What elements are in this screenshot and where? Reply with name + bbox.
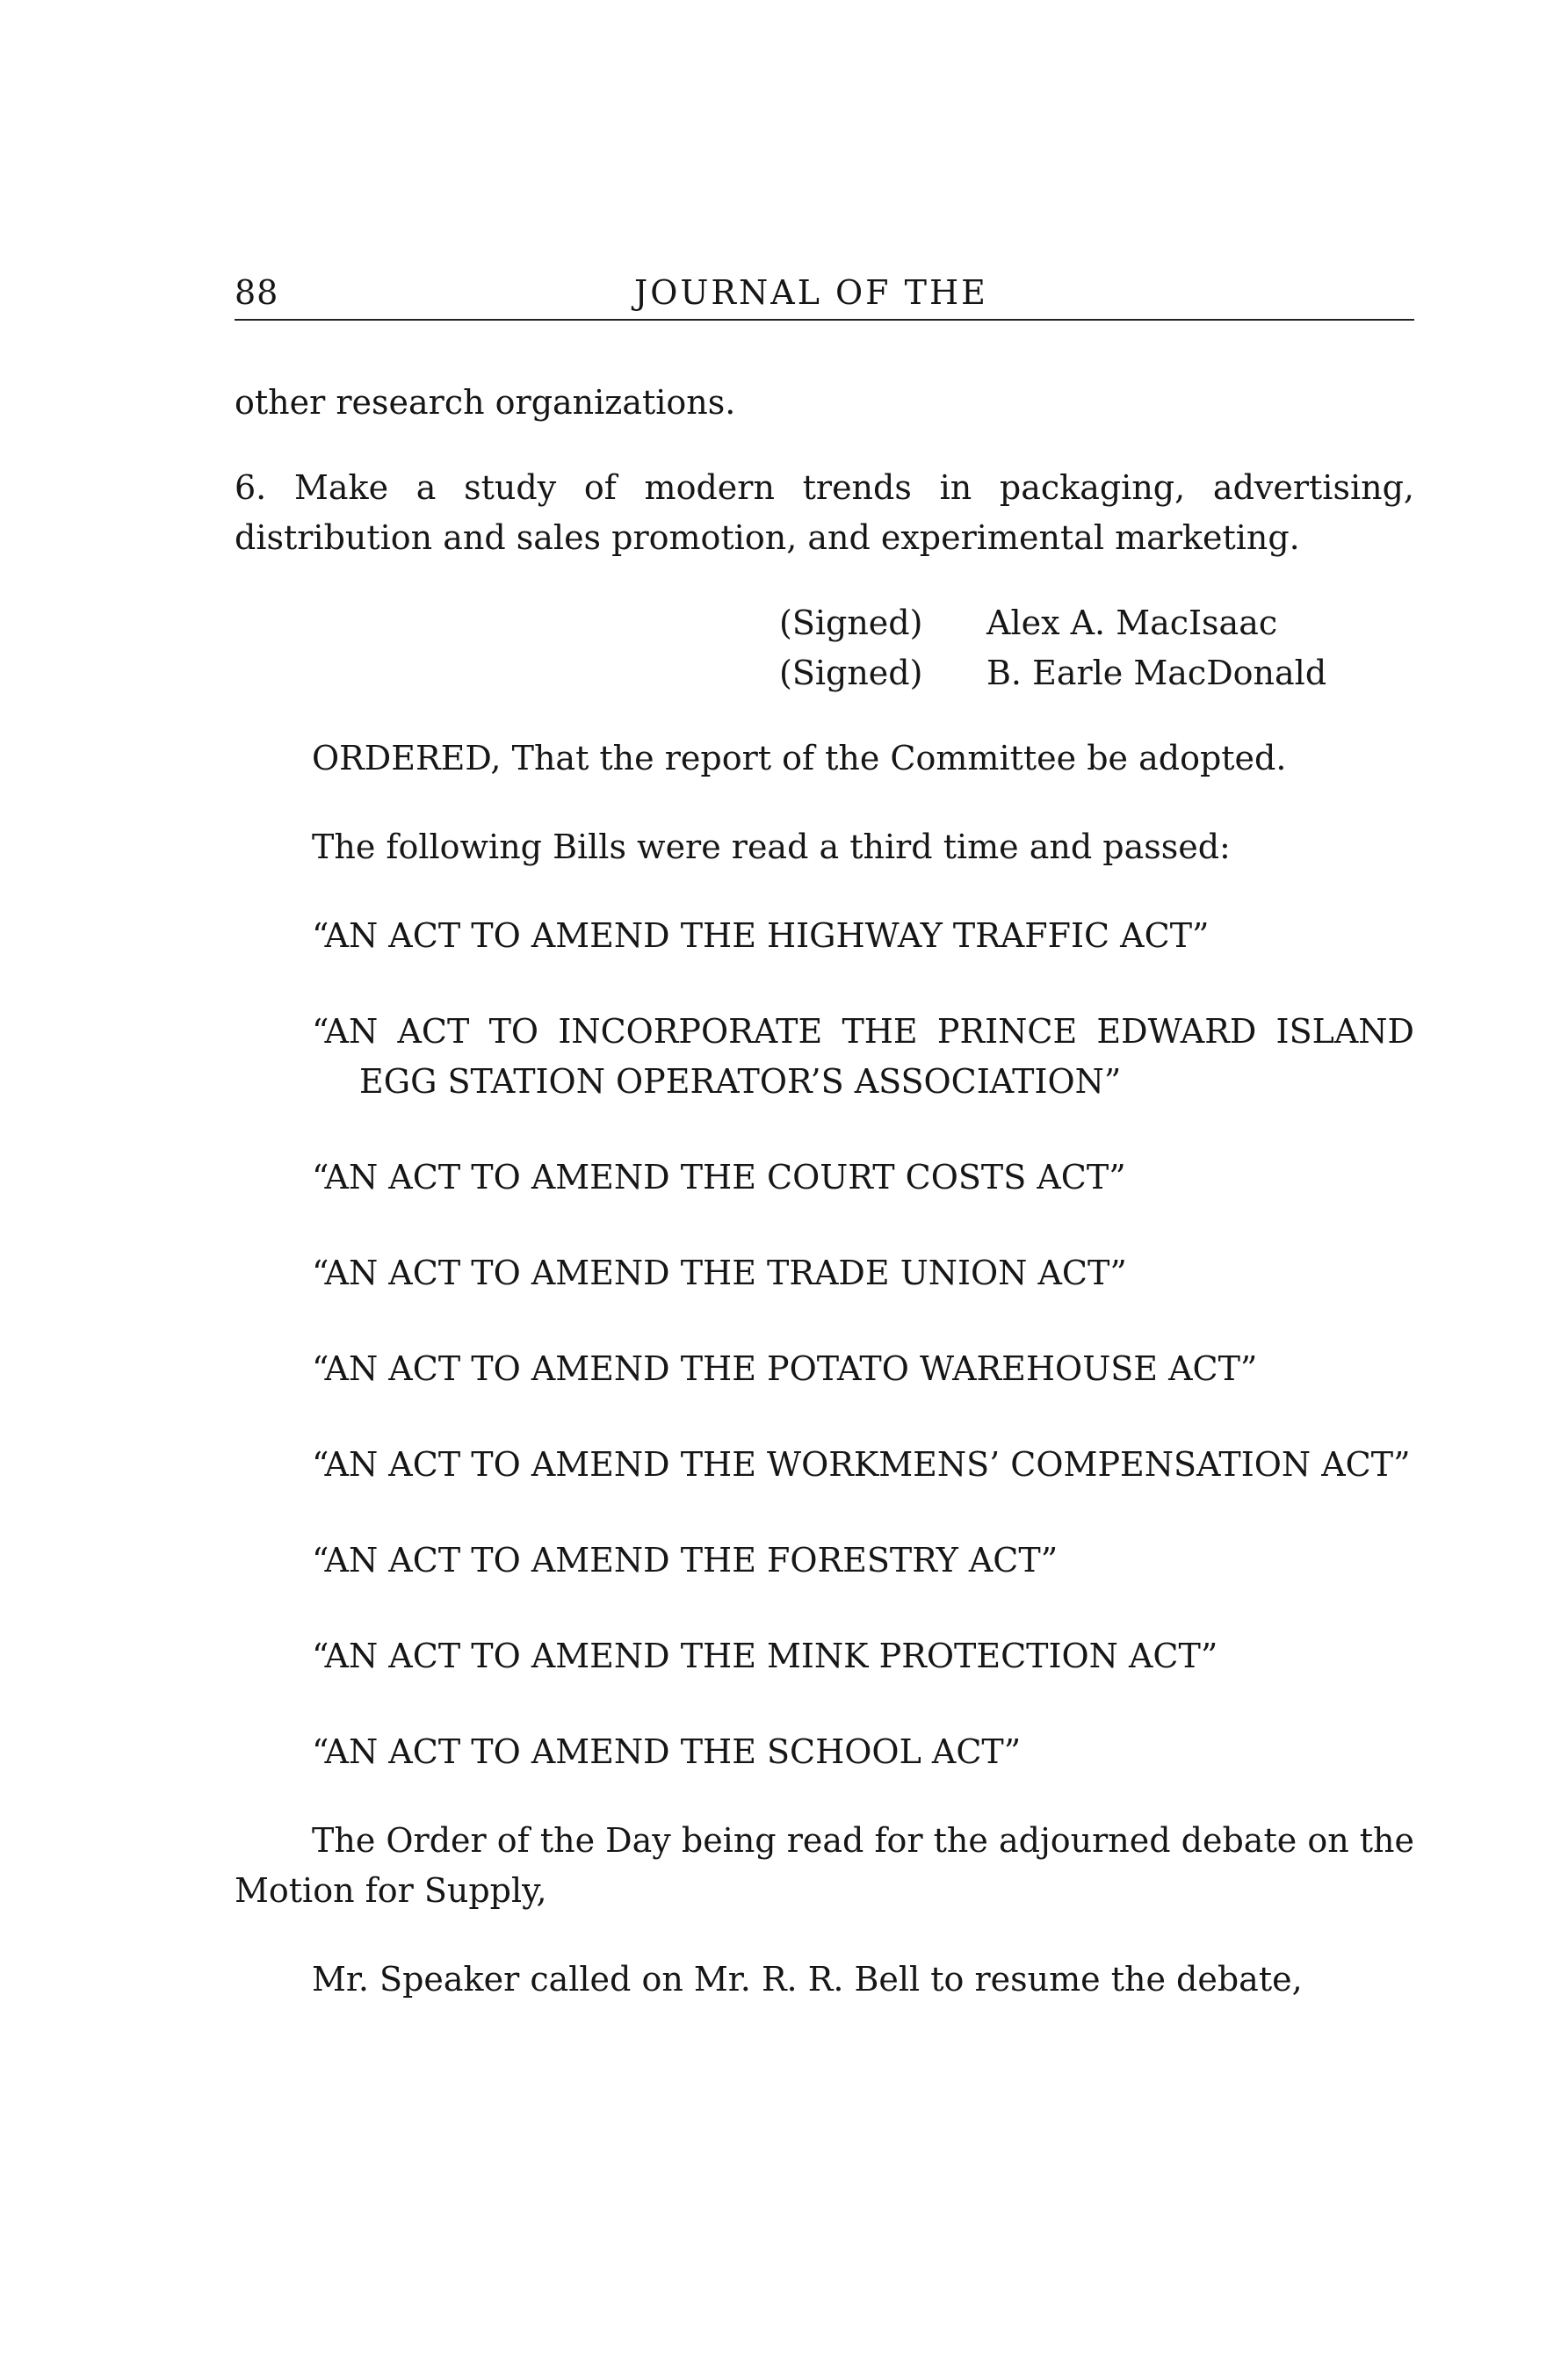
signature-row [235, 598, 1414, 648]
bill-title: “AN ACT TO AMEND THE WORKMENS’ COMPENSATION ACT” [312, 1445, 1411, 1484]
page-number: 88 [235, 273, 279, 312]
page-header [235, 266, 1414, 321]
bill-title: “AN ACT TO AMEND THE TRADE UNION ACT” [312, 1254, 1127, 1292]
signatory-name: Alex A. MacIsaac [986, 604, 1278, 642]
continuation-line: other research organizations. [235, 383, 736, 422]
signatory-name: B. Earle MacDonald [986, 654, 1327, 692]
bill-title: “AN ACT TO AMEND THE COURT COSTS ACT” [312, 1158, 1126, 1196]
bills-intro: The following Bills were read a third time and passed: [312, 828, 1231, 866]
bill-title: “AN ACT TO AMEND THE FORESTRY ACT” [312, 1541, 1059, 1580]
bill-title: “AN ACT TO AMEND THE HIGHWAY TRAFFIC ACT” [312, 916, 1210, 955]
signature-block [235, 598, 1414, 698]
signature-row [235, 648, 1414, 698]
item-6-paragraph: 6. Make a study of modern trends in packaging, advertising, distribution and sales promotion, and experimental marketing. [235, 468, 1414, 557]
order-of-day-paragraph: The Order of the Day being read for the adjourned debate on the Motion for Supply, [235, 1821, 1414, 1910]
bill-title: “AN ACT TO INCORPORATE THE PRINCE EDWARD ISLAND EGG STATION OPERATOR’S ASSOCIATION” [312, 1012, 1414, 1101]
ordered-paragraph: ORDERED, That the report of the Committee be adopted. [312, 739, 1287, 777]
bills-list [235, 911, 1414, 1777]
signature-label: (Signed) [779, 604, 923, 642]
running-title: JOURNAL OF THE [634, 273, 988, 312]
bill-title: “AN ACT TO AMEND THE MINK PROTECTION ACT” [312, 1637, 1218, 1675]
bill-title: “AN ACT TO AMEND THE SCHOOL ACT” [312, 1732, 1022, 1771]
bill-title: “AN ACT TO AMEND THE POTATO WAREHOUSE ACT” [312, 1349, 1258, 1388]
speaker-paragraph: Mr. Speaker called on Mr. R. R. Bell to resume the debate, [312, 1960, 1303, 1999]
page-body [235, 378, 1414, 2005]
signature-label: (Signed) [779, 654, 923, 692]
